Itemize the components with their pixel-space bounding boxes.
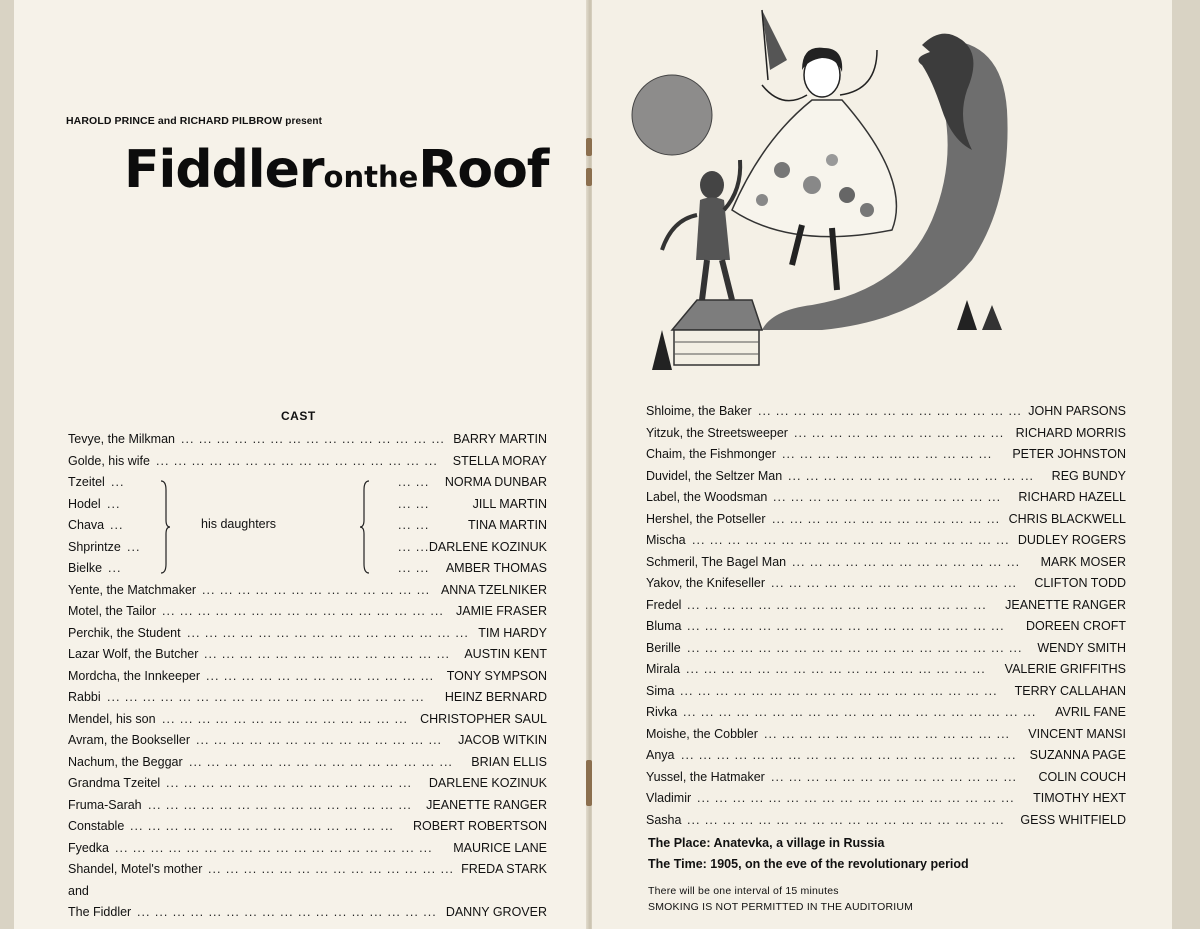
show-title xyxy=(124,140,548,200)
cast-row xyxy=(646,767,1126,789)
leader-dots: ... ... ... ... ... ... ... ... ... ... ... ... ... ... ... ... xyxy=(156,453,438,468)
cast-row xyxy=(646,638,1126,660)
cast-row xyxy=(646,509,1126,531)
cast-row xyxy=(68,773,547,795)
cast-actor: BRIAN ELLIS xyxy=(471,754,547,769)
leader-dots: ... ... ... ... ... ... ... ... ... ... ... ... ... ... ... ... ... ... ... xyxy=(681,748,1017,762)
cast-role: Mendel, his son xyxy=(68,711,156,726)
leader-dots: ... ... ... ... ... ... ... ... ... ... ... ... ... ... ... xyxy=(181,432,445,446)
leader-dots: ... ... ... ... ... ... ... ... ... ... ... ... ... ... ... ... ... ... xyxy=(697,791,1015,805)
cast-role: Mordcha, the Innkeeper xyxy=(68,668,201,683)
leader-dots: ... ... ... ... ... ... ... ... ... ... ... ... ... ... ... ... ... ... xyxy=(680,683,998,698)
cast-role: Mischa xyxy=(646,533,686,547)
cast-row xyxy=(68,838,547,860)
cast-role: Berille xyxy=(646,640,681,655)
cast-role: Chaim, the Fishmonger xyxy=(646,447,776,461)
leader-dots: ... ... ... ... ... ... ... ... ... ... ... ... ... ... xyxy=(764,726,1011,741)
leader-dots: ... xyxy=(111,475,125,489)
cast-role: Grandma Tzeitel xyxy=(68,776,161,790)
cast-role: Yussel, the Hatmaker xyxy=(646,769,765,784)
cast-row xyxy=(68,902,547,924)
cast-actor: FREDA STARK xyxy=(461,862,547,876)
cast-actor: DUDLEY ROGERS xyxy=(1017,533,1126,547)
leader-dots: ... ... ... ... ... ... ... ... ... ... ... ... ... ... xyxy=(196,733,443,747)
leader-dots: ... ... ... ... ... ... ... ... ... ... ... ... ... ... xyxy=(208,862,455,876)
cast-row xyxy=(646,681,1126,703)
cast-actor: RICHARD HAZELL xyxy=(1018,490,1126,504)
leader-dots: ... ... ... ... ... ... ... ... ... ... ... ... ... xyxy=(206,668,435,683)
cast-role: Golde, his wife xyxy=(68,453,150,468)
cast-row xyxy=(68,515,547,537)
leader-dots: ... ... xyxy=(398,539,430,554)
cast-row xyxy=(68,580,547,602)
cast-row xyxy=(646,788,1126,810)
cast-role: Shandel, Motel's mother xyxy=(68,862,203,876)
leader-dots: ... ... ... ... ... ... ... ... ... ... ... ... ... ... xyxy=(166,776,413,790)
cast-actor: JILL MARTIN xyxy=(472,496,547,511)
leader-dots: ... ... ... ... ... ... ... ... ... ... ... ... xyxy=(794,425,1005,440)
cast-actor: TINA MARTIN xyxy=(468,518,547,532)
leader-dots: ... ... ... ... ... ... ... ... ... ... ... ... ... xyxy=(773,490,1002,504)
cast-row xyxy=(646,573,1126,595)
cast-row xyxy=(68,537,547,559)
cast-role: Label, the Woodsman xyxy=(646,490,768,504)
cast-row xyxy=(646,444,1126,466)
cast-row xyxy=(68,859,547,881)
cast-row xyxy=(68,623,547,645)
cast-actor: ROBERT ROBERTSON xyxy=(412,819,547,833)
cast-row xyxy=(646,659,1126,681)
cast-row xyxy=(646,401,1126,423)
cast-row xyxy=(646,530,1126,552)
cast-row xyxy=(68,730,547,752)
leader-dots: ... ... ... ... ... ... ... ... ... ... ... ... ... ... ... ... ... xyxy=(687,597,987,612)
cast-actor: DOREEN CROFT xyxy=(1026,619,1126,633)
leader-dots: ... ... ... ... ... ... ... ... ... ... ... ... xyxy=(782,447,993,461)
cast-actor: JOHN PARSONS xyxy=(1028,404,1126,418)
title-the: the xyxy=(364,160,419,194)
cast-actor: ANNA TZELNIKER xyxy=(440,582,547,597)
cast-role: Motel, the Tailor xyxy=(68,604,157,618)
cast-row xyxy=(646,466,1126,488)
cast-role: Nachum, the Beggar xyxy=(68,754,183,769)
cast-actor: CHRIS BLACKWELL xyxy=(1008,511,1126,526)
leader-dots: ... ... ... ... ... ... ... ... ... ... ... ... ... ... ... ... ... ... xyxy=(107,690,425,704)
cast-row xyxy=(68,816,547,838)
cast-role: Rivka xyxy=(646,705,678,719)
leader-dots: ... ... ... ... ... ... ... ... ... ... ... ... ... ... ... xyxy=(758,404,1022,418)
presenter-credit xyxy=(66,115,322,127)
leader-dots: ... ... ... ... ... ... ... ... ... ... ... ... ... ... ... ... ... xyxy=(686,662,986,676)
cast-role: Lazar Wolf, the Butcher xyxy=(68,647,199,661)
leader-dots: ... ... ... ... ... ... ... ... ... ... ... ... ... ... ... xyxy=(148,797,412,812)
cast-row xyxy=(68,472,547,494)
leader-dots: ... ... xyxy=(398,561,430,575)
cast-actor: BARRY MARTIN xyxy=(453,432,547,446)
cast-heading: CAST xyxy=(281,409,316,423)
cast-actor: NORMA DUNBAR xyxy=(444,475,547,489)
cast-actor: HEINZ BERNARD xyxy=(444,690,547,704)
cast-role: Anya xyxy=(646,748,675,762)
cast-row xyxy=(646,616,1126,638)
cast-actor: DANNY GROVER xyxy=(445,905,547,919)
cast-role: Fredel xyxy=(646,597,682,612)
cast-actor: JAMIE FRASER xyxy=(456,604,547,618)
cast-row xyxy=(68,687,547,709)
cast-actor: TERRY CALLAHAN xyxy=(1014,683,1126,698)
cast-actor: PETER JOHNSTON xyxy=(1012,447,1126,461)
leader-dots: ... ... ... ... ... ... ... ... ... ... ... ... ... ... xyxy=(162,711,409,726)
cast-row xyxy=(68,881,547,903)
cast-row xyxy=(68,429,547,451)
cast-role: Fyedka xyxy=(68,840,109,855)
leader-dots: ... ... ... ... ... ... ... ... ... ... ... ... ... ... xyxy=(771,769,1018,784)
cast-actor: RICHARD MORRIS xyxy=(1015,425,1126,440)
place-note: The Place: Anatevka, a village in Russia xyxy=(648,836,885,850)
cast-role: Mirala xyxy=(646,662,681,676)
cast-actor: VINCENT MANSI xyxy=(1028,726,1126,741)
cast-actor: TIMOTHY HEXT xyxy=(1033,791,1126,805)
cast-role: Bielke xyxy=(68,561,103,575)
leader-dots: ... ... ... ... ... ... ... ... ... ... ... ... ... ... ... ... ... ... xyxy=(115,840,433,855)
cast-actor: VALERIE GRIFFITHS xyxy=(1004,662,1126,676)
cast-role: Sima xyxy=(646,683,675,698)
present-word: present xyxy=(285,116,323,127)
cast-row xyxy=(68,601,547,623)
cast-actor: COLIN COUCH xyxy=(1038,769,1126,784)
cast-role: Tevye, the Milkman xyxy=(68,432,175,446)
cast-actor: REG BUNDY xyxy=(1051,468,1126,483)
leader-dots: ... ... xyxy=(398,475,430,489)
cast-row xyxy=(646,810,1126,832)
leader-dots: ... ... ... ... ... ... ... ... ... ... ... ... ... ... xyxy=(788,468,1035,483)
leader-dots: ... ... ... ... ... ... ... ... ... ... ... ... ... ... xyxy=(771,576,1018,590)
cast-row xyxy=(646,423,1126,445)
cast-actor: AMBER THOMAS xyxy=(445,561,547,575)
time-note: The Time: 1905, on the eve of the revolutionary period xyxy=(648,857,969,871)
leader-dots: ... ... ... ... ... ... ... ... ... ... ... ... ... ... ... ... ... ... ... ... xyxy=(683,705,1037,719)
leader-dots: ... ... ... ... ... ... ... ... ... ... ... ... ... ... ... ... ... ... ... xyxy=(687,640,1023,655)
cast-role: Shprintze xyxy=(68,539,121,554)
presenters-names: HAROLD PRINCE and RICHARD PILBROW xyxy=(66,115,283,127)
leader-dots: ... ... ... ... ... ... ... ... ... ... ... ... ... ... ... ... xyxy=(187,625,469,640)
left-brace-icon xyxy=(160,480,170,574)
fiddler-illustration xyxy=(612,0,1032,380)
leader-dots: ... xyxy=(107,496,121,511)
leader-dots: ... ... ... ... ... ... ... ... ... ... ... ... ... ... xyxy=(204,647,451,661)
cast-row xyxy=(68,709,547,731)
cast-row xyxy=(68,451,547,473)
cast-actor: SUZANNA PAGE xyxy=(1029,748,1126,762)
leader-dots: ... ... xyxy=(398,496,430,511)
cast-actor: DARLENE KOZINUK xyxy=(428,776,547,790)
cast-role: Yakov, the Knifeseller xyxy=(646,576,766,590)
cast-actor: WENDY SMITH xyxy=(1037,640,1126,655)
leader-dots: ... ... ... ... ... ... ... ... ... ... ... ... ... ... ... xyxy=(130,819,394,833)
cast-role: Chava xyxy=(68,518,105,532)
cast-actor: MAURICE LANE xyxy=(453,840,547,855)
leader-dots: ... xyxy=(108,561,122,575)
cast-role: Yente, the Matchmaker xyxy=(68,582,197,597)
title-roof: Roof xyxy=(418,140,549,200)
leader-dots: ... ... ... ... ... ... ... ... ... ... ... ... ... xyxy=(792,554,1021,569)
leader-dots: ... ... ... ... ... ... ... ... ... ... ... ... ... ... ... ... ... ... xyxy=(692,533,1010,547)
leader-dots: ... xyxy=(127,539,141,554)
cast-role: Hershel, the Potseller xyxy=(646,511,766,526)
cast-role: Avram, the Bookseller xyxy=(68,733,191,747)
left-page xyxy=(14,0,588,929)
cast-row xyxy=(646,487,1126,509)
cast-role: Duvidel, the Seltzer Man xyxy=(646,468,783,483)
cast-role: Rabbi xyxy=(68,690,101,704)
cast-role: Bluma xyxy=(646,619,682,633)
leader-dots: ... ... ... ... ... ... ... ... ... ... ... ... ... xyxy=(772,511,1001,526)
cast-role: Hodel xyxy=(68,496,101,511)
cast-actor: MARK MOSER xyxy=(1040,554,1126,569)
cast-actor: JEANETTE RANGER xyxy=(426,797,547,812)
cast-role: Sasha xyxy=(646,812,682,827)
cast-actor: AUSTIN KENT xyxy=(464,647,547,661)
cast-row xyxy=(646,595,1126,617)
cast-actor: TIM HARDY xyxy=(478,625,547,640)
cast-row xyxy=(68,644,547,666)
cast-role: Perchik, the Student xyxy=(68,625,181,640)
cast-role: The Fiddler xyxy=(68,905,132,919)
cast-row xyxy=(646,702,1126,724)
cast-actor: JEANETTE RANGER xyxy=(1005,597,1126,612)
cast-role: Moishe, the Cobbler xyxy=(646,726,758,741)
cast-role: Constable xyxy=(68,819,125,833)
interval-note: There will be one interval of 15 minutes xyxy=(648,885,839,897)
cast-row xyxy=(646,745,1126,767)
cast-role: Vladimir xyxy=(646,791,692,805)
cast-row xyxy=(68,752,547,774)
cast-row xyxy=(68,558,547,580)
cast-row xyxy=(68,795,547,817)
cast-actor: CHRISTOPHER SAUL xyxy=(420,711,547,726)
cast-row xyxy=(646,552,1126,574)
cast-actor: AVRIL FANE xyxy=(1055,705,1126,719)
cast-actor: JACOB WITKIN xyxy=(458,733,547,747)
cast-actor: STELLA MORAY xyxy=(452,453,547,468)
right-cast-list xyxy=(646,401,1126,831)
cast-role: Fruma-Sarah xyxy=(68,797,142,812)
leader-dots: ... ... ... ... ... ... ... ... ... ... ... ... ... ... ... ... ... ... xyxy=(687,619,1005,633)
cast-row xyxy=(68,666,547,688)
leader-dots: ... ... xyxy=(398,518,430,532)
cast-row xyxy=(646,724,1126,746)
cast-role: Tzeitel xyxy=(68,475,105,489)
cast-actor: DARLENE KOZINUK xyxy=(428,539,547,554)
title-fiddler: Fiddler xyxy=(124,140,324,200)
cast-actor: GESS WHITFIELD xyxy=(1020,812,1126,827)
leader-dots: ... ... ... ... ... ... ... ... ... ... ... ... ... ... ... ... ... ... xyxy=(687,812,1005,827)
right-brace-icon xyxy=(360,480,370,574)
leader-dots: ... ... ... ... ... ... ... ... ... ... ... ... ... ... ... ... xyxy=(162,604,444,618)
cast-row xyxy=(68,494,547,516)
cast-role: Yitzuk, the Streetsweeper xyxy=(646,425,788,440)
leader-dots: ... ... ... ... ... ... ... ... ... ... ... ... ... ... ... ... ... xyxy=(137,905,437,919)
leader-dots: ... ... ... ... ... ... ... ... ... ... ... ... ... xyxy=(202,582,431,597)
leader-dots: ... ... ... ... ... ... ... ... ... ... ... ... ... ... ... xyxy=(189,754,453,769)
smoking-note: SMOKING IS NOT PERMITTED IN THE AUDITORIUM xyxy=(648,901,914,913)
cast-actor: TONY SYMPSON xyxy=(446,668,547,683)
left-cast-list xyxy=(68,429,547,924)
cast-role: Shloime, the Baker xyxy=(646,404,752,418)
right-page xyxy=(592,0,1172,929)
title-on: on xyxy=(323,160,365,194)
cast-actor: CLIFTON TODD xyxy=(1034,576,1126,590)
daughters-label: his daughters xyxy=(201,517,277,531)
cast-role: and xyxy=(68,883,89,898)
leader-dots: ... xyxy=(110,518,124,532)
cast-role: Schmeril, The Bagel Man xyxy=(646,554,787,569)
